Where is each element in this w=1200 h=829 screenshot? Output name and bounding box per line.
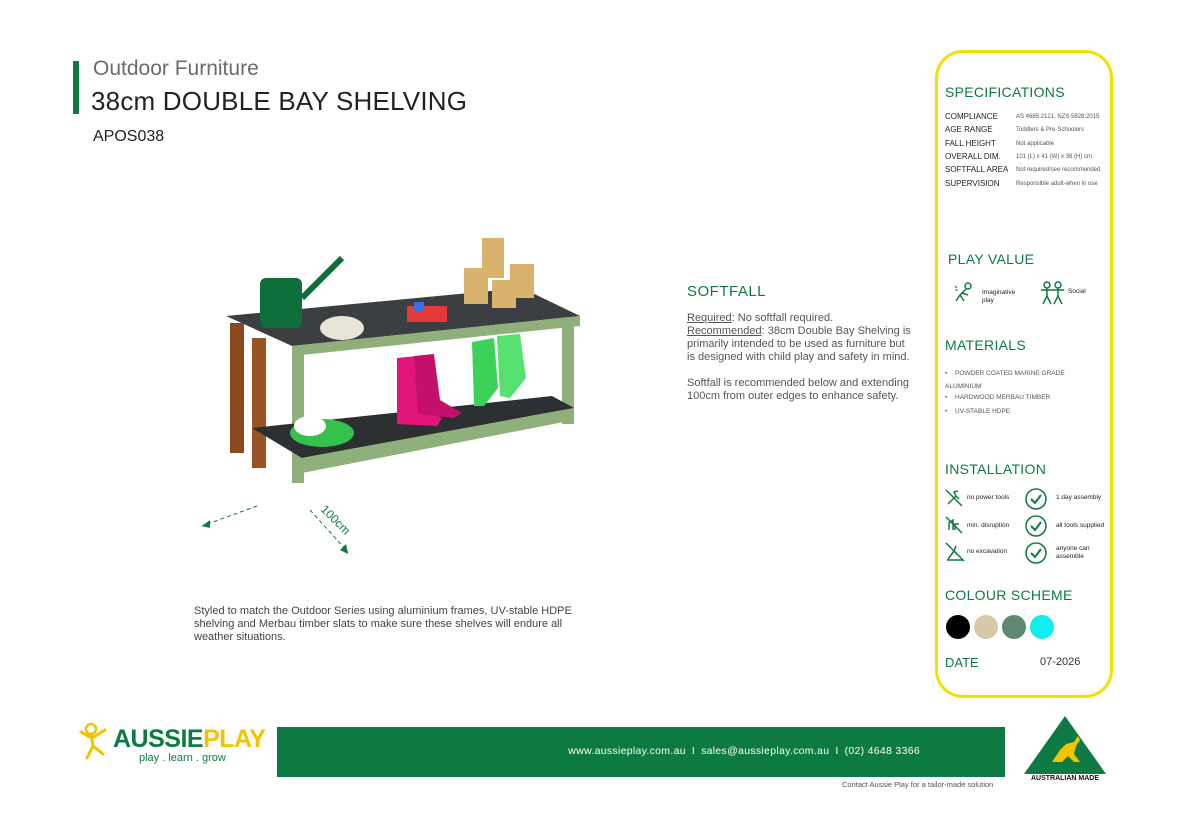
title-accent-bar: [73, 61, 79, 114]
softfall-note: Softfall is recommended below and extending 100cm from outer edges to enhance safety.: [687, 377, 909, 402]
material-text: POWDER COATED MARINE GRADE ALUMINIUM: [945, 370, 1065, 390]
timber-slat: [252, 338, 266, 468]
colour-swatch-sage: [1002, 615, 1026, 639]
material-text: UV-STABLE HDPE: [955, 408, 1011, 415]
watering-can: [260, 278, 302, 328]
imaginative-play-label: Imaginative play: [982, 289, 1016, 304]
softfall-body: [687, 312, 912, 416]
material-text: HARDWOOD MERBAU TIMBER: [955, 394, 1051, 401]
spec-label-age-range: AGE RANGE: [945, 125, 993, 134]
colour-scheme-heading: COLOUR SCHEME: [945, 587, 1073, 603]
installation-heading: INSTALLATION: [945, 461, 1047, 477]
install-label-no-excavation: no excavation: [967, 548, 1008, 555]
spec-label-overall-dim: OVERALL DIM.: [945, 152, 1001, 161]
spec-label-fall-height: FALL HEIGHT: [945, 139, 996, 148]
min-disruption-icon: [944, 515, 964, 535]
product-title: 38cm DOUBLE BAY SHELVING: [91, 86, 468, 116]
social-play-label: Social: [1068, 288, 1086, 295]
install-label-no-power-tools: no power tools: [967, 494, 1010, 501]
material-item: • POWDER COATED MARINE GRADE ALUMINIUM: [945, 370, 1065, 390]
spec-value-age-range: Toddlers & Pre-Schoolers: [1016, 127, 1085, 133]
brand-aussie: AUSSIE: [113, 725, 204, 753]
brand-play: PLAY: [203, 725, 266, 753]
spec-label-supervision: SUPERVISION: [945, 179, 1000, 188]
install-label-min-disruption: min. disruption: [967, 522, 1010, 529]
email-link[interactable]: sales@aussieplay.com.au: [701, 745, 830, 757]
footer-contacts: [568, 745, 920, 757]
product-image: [192, 228, 592, 568]
social-play-icon: [1038, 280, 1066, 306]
spec-label-softfall-area: SOFTFALL AREA: [945, 165, 1009, 174]
product-description: Styled to match the Outdoor Series using aluminium frames, UV-stable HDPE shelving and Merbau timber slats to make sure these shelves will endure all weather situations.: [194, 605, 572, 643]
recommended-label: Recommended: [687, 325, 762, 337]
phone-number[interactable]: (02) 4648 3366: [844, 745, 920, 757]
footer-tagline: Contact Aussie Play for a tailor-made solution: [842, 780, 994, 789]
check-circle-icon: [1024, 514, 1048, 538]
australian-made-logo-icon: [1022, 714, 1108, 776]
colour-swatch-aqua: [1030, 615, 1054, 639]
pegs: [407, 306, 447, 322]
australian-made-label: AUSTRALIAN MADE: [1030, 775, 1100, 782]
required-text: : No softfall required.: [731, 312, 834, 324]
spec-value-compliance: AS 4685:2121, NZS 5828:2015: [1016, 114, 1100, 120]
material-item: • HARDWOOD MERBAU TIMBER: [945, 394, 1051, 401]
install-label-all-tools-supplied: all tools supplied: [1056, 522, 1105, 529]
colour-swatch-sand: [974, 615, 998, 639]
install-label-1-day-assembly: 1 day assembly: [1056, 494, 1102, 501]
date-label: DATE: [945, 655, 979, 670]
separator: I: [835, 745, 839, 757]
timber-slat: [230, 323, 244, 453]
recommended-text: : 38cm Double Bay Shelving is primarily intended to be used as furniture but is designed with child play and safety in mind.: [687, 325, 911, 363]
spec-value-fall-height: Not applicable: [1016, 141, 1055, 147]
specifications-heading: SPECIFICATIONS: [945, 84, 1065, 100]
aussie-play-logo-icon: [77, 722, 113, 762]
play-value-heading: PLAY VALUE: [948, 251, 1035, 267]
separator: I: [691, 745, 696, 757]
brand-logo-text: [113, 725, 265, 754]
imaginative-play-icon: [952, 281, 976, 305]
dimension-label: 100cm: [317, 502, 354, 538]
check-circle-icon: [1024, 487, 1048, 511]
check-circle-icon: [1024, 541, 1048, 565]
no-power-tools-icon: [944, 488, 964, 508]
gloves: [320, 316, 364, 340]
spec-value-softfall-area: Not required/see recommended: [1016, 167, 1101, 173]
no-excavation-icon: [944, 541, 966, 563]
spec-value-overall-dim: 101 (L) x 41 (W) x 38 (H) cm: [1016, 154, 1093, 160]
spec-label-compliance: COMPLIANCE: [945, 112, 998, 121]
brand-slogan: play . learn . grow: [139, 752, 226, 764]
materials-heading: MATERIALS: [945, 337, 1027, 353]
date-value: 07-2026: [1040, 656, 1081, 668]
colour-swatch-black: [946, 615, 970, 639]
spec-value-supervision: Responsible adult-when in use: [1016, 181, 1098, 187]
green-boots: [472, 338, 498, 406]
category-label: Outdoor Furniture: [93, 57, 259, 80]
product-code: APOS038: [93, 128, 165, 145]
website-link[interactable]: www.aussieplay.com.au: [568, 745, 686, 757]
install-label-anyone-can-assemble: anyone can assemble: [1056, 545, 1090, 560]
material-item: • UV-STABLE HDPE: [945, 408, 1011, 415]
dimension-arrow: [202, 506, 257, 526]
softfall-heading: SOFTFALL: [687, 283, 767, 300]
required-label: Required: [687, 312, 732, 324]
